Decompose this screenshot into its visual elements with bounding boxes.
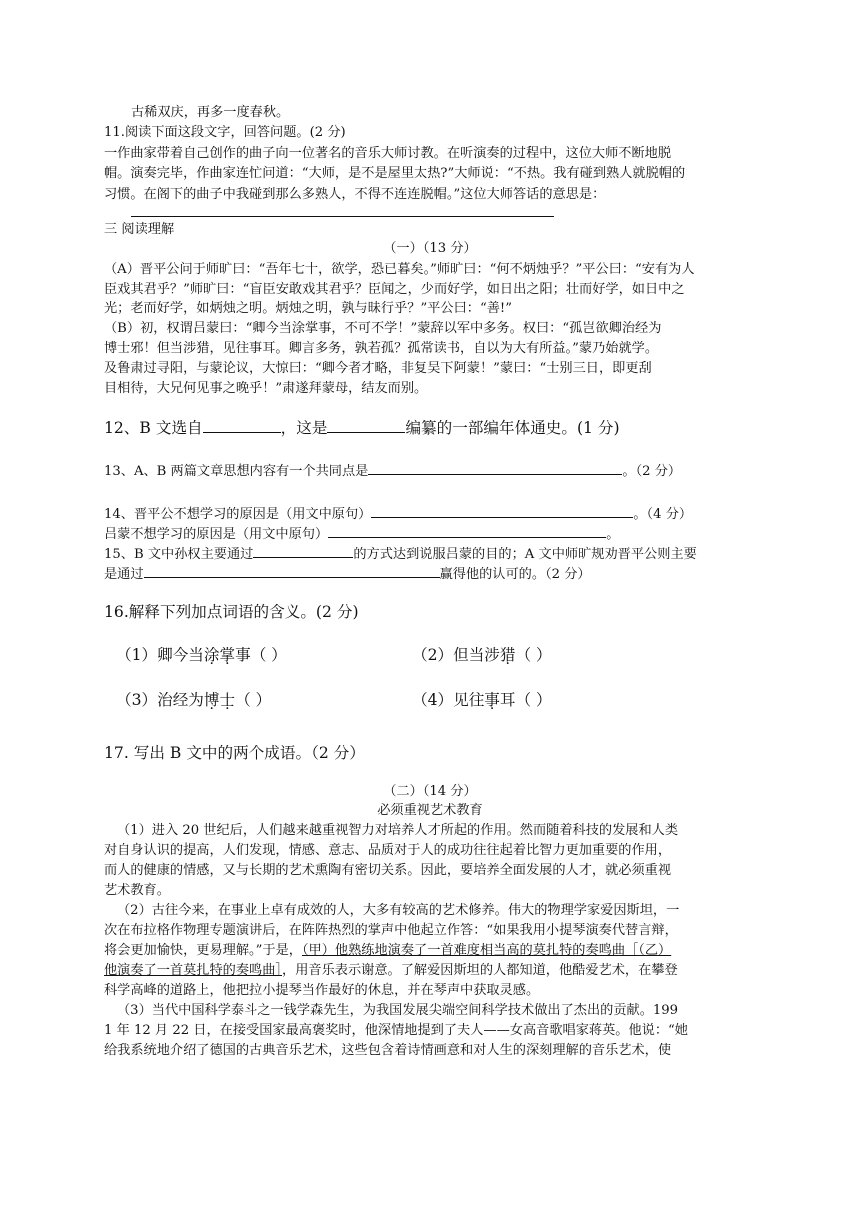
dotted-char: 士 bbox=[219, 691, 236, 709]
question-16-title: 16.解释下列加点词语的含义。(2 分) bbox=[104, 603, 359, 621]
item-1-prefix: （1）卿今当 bbox=[116, 646, 204, 664]
question-11-text-3: 习惯。在阁下的曲子中我碰到那么多熟人，不得不连连脱帽。”这位大师答话的意思是： bbox=[104, 187, 606, 202]
question-15-text-d: 赢得他的认可的。（2 分） bbox=[439, 567, 591, 582]
part-1-heading: （一）（13 分） bbox=[383, 241, 477, 256]
part-2-heading: （二）（14 分） bbox=[383, 784, 477, 799]
p2-line-3-text: 将会更加愉快，更易理解。”于是， bbox=[104, 943, 302, 958]
section-3-heading: 三 阅读理解 bbox=[104, 222, 175, 237]
question-13 bbox=[104, 460, 681, 481]
question-13-text-a: 13、A、B 两篇文章思想内容有一个共同点是 bbox=[104, 464, 369, 479]
passage-a-line-2: 臣戏其君乎？”师旷曰：“盲臣安敢戏其君乎？臣闻之，少而好学，如日出之阳；壮而好学，如日中之 bbox=[104, 282, 685, 297]
question-15-text-b: 的方式达到说服吕蒙的目的；A 文中师旷规劝晋平公则主要 bbox=[353, 547, 697, 562]
item-1-suffix: 事（ ） bbox=[235, 646, 287, 664]
answer-blank-15a[interactable] bbox=[253, 543, 353, 558]
article-p1-line-4: 艺术教育。 bbox=[104, 883, 170, 898]
dotted-word-2: 猎 bbox=[499, 646, 516, 664]
article-p2-line-2: 次在布拉格作物理专题演讲后，在阵阵热烈的掌声中他起立作答：“如果我用小提琴演奏代替言辩， bbox=[104, 923, 678, 938]
question-16-item-1 bbox=[116, 646, 287, 664]
passage-b-line-1: （B）初，权谓吕蒙曰：“卿今当涂掌事，不可不学！”蒙辞以军中多务。权曰：“孤岂欲卿治经为 bbox=[104, 321, 662, 336]
passage-b-line-2: 博士邪！但当涉猎，见往事耳。卿言多务，孰若孤？孤常读书，自以为大有所益。”蒙乃始就学。 bbox=[104, 341, 659, 356]
article-p1-line-1: （1）进入 20 世纪后，人们越来越重视智力对培养人才所起的作用。然而随着科技的发展和人类 bbox=[117, 823, 679, 838]
answer-blank-11[interactable] bbox=[131, 216, 554, 217]
question-11-title: 11.阅读下面这段文字，回答问题。(2 分) bbox=[104, 125, 346, 140]
question-14b-text-a: 吕蒙不想学习的原因是（用文中原句） bbox=[104, 527, 329, 542]
question-14-text-a: 14、晋平公不想学习的原因是（用文中原句） bbox=[104, 507, 372, 522]
article-p1-line-3: 而人的健康的情感，又与长期的艺术熏陶有密切关系。因此，要培养全面发展的人才，就必须重视 bbox=[104, 863, 672, 878]
couplet-line: 古稀双庆，再多一度春秋。 bbox=[131, 105, 290, 120]
question-12-text-b: ，这是 bbox=[280, 419, 328, 437]
question-12 bbox=[104, 418, 620, 437]
answer-blank-15b[interactable] bbox=[144, 563, 440, 578]
question-14-second bbox=[104, 523, 619, 544]
answer-blank-13[interactable] bbox=[368, 460, 622, 475]
passage-b-line-4: 目相待，大兄何见事之晚乎！”肃遂拜蒙母，结友而别。 bbox=[104, 381, 428, 396]
question-12-text-c: 编纂的一部编年体通史。(1 分) bbox=[405, 419, 620, 437]
passage-b-line-3: 及鲁肃过寻阳，与蒙论议，大惊曰：“卿今者才略，非复吴下阿蒙！”蒙曰：“士别三日，即更刮 bbox=[104, 361, 652, 376]
dotted-char: 博 bbox=[203, 691, 220, 709]
question-14b-text-b: 。 bbox=[606, 527, 620, 542]
article-title: 必须重视艺术教育 bbox=[377, 803, 483, 818]
article-p3-line-1: （3）当代中国科学泰斗之一钱学森先生，为我国发展尖端空间科学技术做出了杰出的贡献。199 bbox=[117, 1003, 679, 1018]
answer-blank-14b[interactable] bbox=[328, 523, 606, 538]
underlined-sentence-yi: 他演奏了一首莫扎特的奏鸣曲］ bbox=[104, 963, 283, 978]
item-3-suffix: （ ） bbox=[235, 691, 272, 709]
question-16-item-4 bbox=[412, 691, 552, 709]
question-11-text-1: 一作曲家带着自己创作的曲子向一位著名的音乐大师讨教。在听演奏的过程中，这位大师不断地脱 bbox=[104, 146, 672, 161]
article-p1-line-2: 对自身认识的提高，人们发现，情感、意志、品质对于人的成功往往起着比智力更加重要的作用， bbox=[104, 843, 672, 858]
answer-blank-12a[interactable] bbox=[203, 418, 281, 433]
question-14-text-b: 。（4 分） bbox=[633, 507, 693, 522]
question-15-line-1 bbox=[104, 543, 697, 564]
p2-line-4-text: ，用音乐表示谢意。了解爱因斯坦的人都知道，他酷爱艺术，在攀登 bbox=[282, 963, 678, 978]
item-2-suffix: （ ） bbox=[515, 646, 552, 664]
article-p2-line-1: （2）古往今来，在事业上卓有成效的人，大多有较高的艺术修养。伟大的物理学家爱因斯坦，一 bbox=[117, 903, 680, 918]
question-11-text-2: 帽。演奏完毕，作曲家连忙问道：“大师，是不是屋里太热?”大师说：“不热。我有碰到熟人就脱帽的 bbox=[104, 166, 686, 181]
question-12-text-a: 12、B 文选自 bbox=[104, 419, 203, 437]
article-p2-line-4 bbox=[104, 962, 678, 980]
question-15-text-a: 15、B 文中孙权主要通过 bbox=[104, 547, 254, 562]
passage-a-line-1: （A）晋平公问于师旷曰：“吾年七十，欲学，恐已暮矣。”师旷曰：“何不炳烛乎？”平公曰：“安有为人 bbox=[104, 262, 695, 277]
question-14 bbox=[104, 503, 692, 524]
question-16-item-3 bbox=[116, 691, 271, 709]
item-4-prefix: （4）见往 bbox=[412, 691, 485, 709]
dotted-word-4: 事 bbox=[484, 691, 500, 709]
question-15-line-2 bbox=[104, 563, 591, 584]
article-p3-line-3: 给我系统地介绍了德国的古典音乐艺术，这些包含着诗情画意和对人生的深刻理解的音乐艺术，使 bbox=[104, 1043, 672, 1058]
item-2-prefix: （2）但当涉 bbox=[412, 646, 500, 664]
dotted-word-1 bbox=[204, 646, 235, 664]
item-3-prefix: （3）治经为 bbox=[116, 691, 204, 709]
question-13-text-b: 。（2 分） bbox=[622, 464, 682, 479]
underlined-sentence-jia: （甲）他熟练地演奏了一首难度相当高的莫扎特的奏鸣曲［（乙） bbox=[301, 943, 672, 958]
article-p2-line-3 bbox=[104, 942, 671, 960]
answer-blank-12b[interactable] bbox=[327, 418, 405, 433]
question-17: 17. 写出 B 文中的两个成语。（2 分） bbox=[104, 744, 365, 762]
item-4-suffix: 耳（ ） bbox=[499, 691, 552, 709]
question-16-item-2 bbox=[412, 646, 552, 664]
dotted-char: 涂 bbox=[203, 646, 220, 664]
answer-blank-14a[interactable] bbox=[371, 503, 633, 518]
passage-a-line-3: 光；老而好学，如炳烛之明。炳烛之明，孰与昧行乎？”平公曰：“善!” bbox=[104, 301, 512, 316]
dotted-char: 掌 bbox=[219, 646, 236, 664]
article-p2-line-5: 科学高峰的道路上，他把拉小提琴当作最好的休息，并在琴声中获取灵感。 bbox=[104, 983, 540, 998]
article-p3-line-2: 1 年 12 月 22 日，在接受国家最高褒奖时，他深情地提到了夫人——女高音歌唱家蒋英。他说：“她 bbox=[104, 1023, 688, 1038]
question-15-text-c: 是通过 bbox=[104, 567, 144, 582]
